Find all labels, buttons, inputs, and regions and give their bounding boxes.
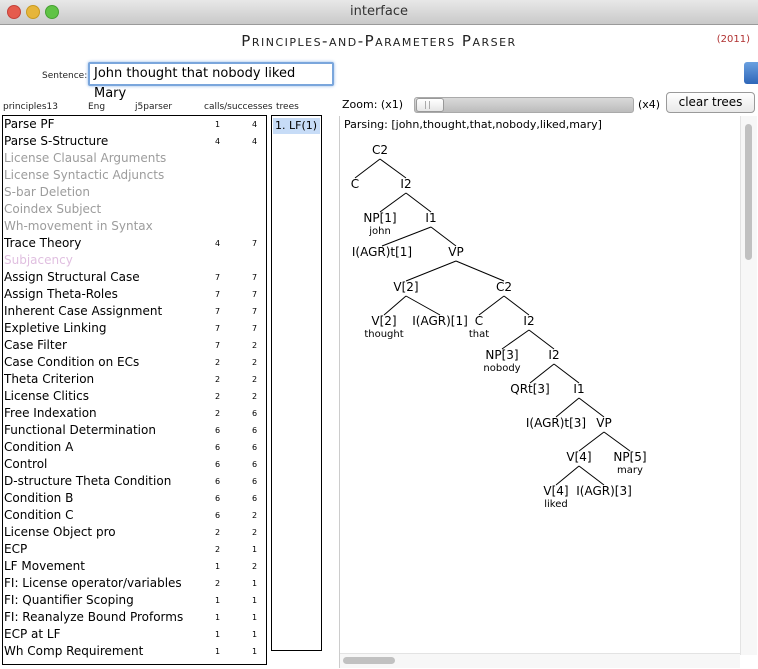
tree-node-label: NP[1] [363, 211, 397, 225]
principle-name: Coindex Subject [4, 202, 102, 216]
tree-node-label: VP [448, 245, 464, 259]
principle-calls: 6 [215, 477, 221, 486]
window-titlebar [0, 0, 758, 25]
tree-node-label: C2 [495, 280, 513, 294]
principle-name: FI: Reanalyze Bound Proforms [4, 610, 184, 624]
tree-node-label: VP [596, 416, 612, 430]
principle-calls: 7 [215, 273, 221, 282]
principle-calls: 1 [215, 120, 221, 129]
principle-name: ECP at LF [4, 627, 61, 641]
tree-edge [554, 364, 579, 383]
principle-successes: 2 [252, 392, 258, 401]
tree-edge [604, 432, 630, 451]
horizontal-scrollbar[interactable] [340, 653, 740, 668]
tree-node-word: john [369, 226, 391, 237]
principle-calls: 2 [215, 392, 221, 401]
tree-node-label: V[4] [566, 450, 592, 464]
principle-calls: 6 [215, 511, 221, 520]
tree-edge [579, 398, 604, 417]
principle-name: D-structure Theta Condition [4, 474, 172, 488]
principle-successes: 7 [252, 239, 258, 248]
principle-calls: 2 [215, 545, 221, 554]
principle-name: S-bar Deletion [4, 185, 90, 199]
principle-calls: 7 [215, 290, 221, 299]
principle-row[interactable] [3, 456, 268, 473]
principle-name: FI: Quantifier Scoping [4, 593, 134, 607]
vertical-scrollbar[interactable] [740, 116, 757, 655]
principle-successes: 2 [252, 562, 258, 571]
tree-edge [384, 296, 406, 315]
principle-name: Inherent Case Assignment [4, 304, 163, 318]
principle-successes: 2 [252, 358, 258, 367]
tree-node-label: C2 [371, 143, 389, 157]
principle-name: ECP [4, 542, 28, 556]
tree-edge [380, 193, 406, 212]
tree-edge [406, 296, 440, 315]
principle-successes: 7 [252, 307, 258, 316]
principle-calls: 6 [215, 443, 221, 452]
principle-row[interactable] [3, 150, 268, 167]
principles-column-header: principles13 [3, 102, 58, 112]
tree-edge [502, 330, 529, 349]
tree-node-label: NP[5] [613, 450, 647, 464]
tree-node-label: C [474, 314, 484, 328]
principle-successes: 1 [252, 613, 258, 622]
tree-node-label: QRt[3] [510, 382, 550, 396]
principle-name: Expletive Linking [4, 321, 107, 335]
principle-row[interactable] [3, 252, 268, 269]
tree-view-panel [339, 116, 758, 668]
principle-row[interactable] [3, 218, 268, 235]
principle-row[interactable] [3, 524, 268, 541]
tree-edge [579, 432, 604, 451]
principle-calls: 1 [215, 613, 221, 622]
principle-row[interactable] [3, 643, 268, 660]
principle-successes: 1 [252, 545, 258, 554]
tree-node-word: thought [364, 329, 404, 340]
trees-column-header: trees [276, 102, 299, 112]
principle-calls: 4 [215, 239, 221, 248]
principle-row[interactable] [3, 388, 268, 405]
tree-edge [556, 398, 579, 417]
horizontal-scroll-thumb[interactable] [343, 657, 395, 664]
principle-row[interactable] [3, 490, 268, 507]
principle-name: Wh Comp Requirement [4, 644, 144, 658]
tree-edge [406, 261, 456, 281]
tree-edge [529, 330, 554, 349]
principle-name: Theta Criterion [4, 372, 95, 386]
principle-successes: 6 [252, 426, 258, 435]
zoom-slider-thumb[interactable] [416, 98, 444, 112]
sentence-input[interactable]: John thought that nobody liked Mary [88, 62, 334, 86]
principle-row[interactable] [3, 371, 268, 388]
principle-name: Condition B [4, 491, 74, 505]
principle-row[interactable] [3, 269, 268, 286]
principle-row[interactable] [3, 592, 268, 609]
principle-calls: 1 [215, 596, 221, 605]
principle-name: Control [4, 457, 48, 471]
principle-name: License Clitics [4, 389, 89, 403]
tree-node-label: I1 [573, 382, 585, 396]
tree-node-label: I2 [548, 348, 560, 362]
principle-name: Assign Structural Case [4, 270, 140, 284]
principle-name: Wh-movement in Syntax [4, 219, 153, 233]
principle-row[interactable] [3, 184, 268, 201]
zoom-max-label: (x4) [638, 98, 661, 111]
tree-node-label: V[2] [371, 314, 397, 328]
principle-row[interactable] [3, 507, 268, 524]
principle-name: License Syntactic Adjuncts [4, 168, 165, 182]
principle-name: Parse S-Structure [4, 134, 109, 148]
parser-column-header: j5parser [135, 102, 173, 112]
principle-row[interactable] [3, 235, 268, 252]
principle-calls: 6 [215, 460, 221, 469]
principle-row[interactable] [3, 575, 268, 592]
principle-calls: 7 [215, 324, 221, 333]
principle-successes: 7 [252, 273, 258, 282]
principle-row[interactable] [3, 354, 268, 371]
principle-row[interactable] [3, 133, 268, 150]
tree-node-label: V[2] [393, 280, 419, 294]
principle-successes: 1 [252, 596, 258, 605]
tree-node-word: that [468, 329, 490, 340]
calls-successes-column-header: calls/successes [204, 102, 273, 112]
principle-row[interactable] [3, 320, 268, 337]
tree-node-label: I(AGR)[3] [576, 484, 632, 498]
principle-calls: 1 [215, 562, 221, 571]
principle-row[interactable] [3, 116, 268, 133]
principle-calls: 7 [215, 341, 221, 350]
principle-successes: 4 [252, 120, 258, 129]
principle-calls: 7 [215, 307, 221, 316]
parse-tree [340, 116, 740, 653]
clear-trees-button[interactable]: clear trees [666, 92, 755, 113]
principle-calls: 2 [215, 375, 221, 384]
principle-successes: 2 [252, 375, 258, 384]
app-title: Principles-and-Parameters Parser [241, 32, 517, 50]
tree-edge [530, 364, 554, 383]
principle-row[interactable] [3, 405, 268, 422]
tree-edge [504, 296, 529, 315]
principle-calls: 1 [215, 647, 221, 656]
window-title: interface [350, 4, 408, 19]
principle-row[interactable] [3, 541, 268, 558]
principle-successes: 6 [252, 460, 258, 469]
principle-successes: 6 [252, 409, 258, 418]
principle-row[interactable] [3, 303, 268, 320]
principle-successes: 2 [252, 511, 258, 520]
principle-row[interactable] [3, 201, 268, 218]
principle-successes: 6 [252, 494, 258, 503]
tree-edge [406, 193, 431, 212]
principle-row[interactable] [3, 167, 268, 184]
tree-node-label: I1 [425, 211, 437, 225]
principle-successes: 1 [252, 630, 258, 639]
principle-successes: 4 [252, 137, 258, 146]
tree-edge [456, 261, 504, 281]
tree-node-word: liked [544, 499, 568, 510]
parsing-status: Parsing: [john,thought,that,nobody,liked,mary] [344, 118, 602, 131]
app-year: (2011) [716, 34, 750, 45]
principle-row[interactable] [3, 473, 268, 490]
principle-name: Condition A [4, 440, 74, 454]
zoom-slider[interactable] [414, 97, 634, 113]
tree-node-label: C [350, 177, 360, 191]
tree-node-label: V[4] [543, 484, 569, 498]
principle-calls: 2 [215, 358, 221, 367]
principle-calls: 2 [215, 409, 221, 418]
principle-row[interactable] [3, 337, 268, 354]
principle-row[interactable] [3, 439, 268, 456]
principle-row[interactable] [3, 626, 268, 643]
tree-edge [579, 466, 604, 485]
tree-node-word: nobody [483, 363, 521, 374]
principle-name: Condition C [4, 508, 74, 522]
tree-edge [380, 159, 406, 178]
app-content [0, 25, 758, 669]
principle-successes: 7 [252, 290, 258, 299]
principle-successes: 6 [252, 443, 258, 452]
vertical-scroll-thumb[interactable] [745, 124, 752, 260]
tree-list-item[interactable]: 1. LF(1) [273, 118, 320, 134]
principle-name: Free Indexation [4, 406, 97, 420]
tree-node-word: mary [617, 465, 643, 476]
principle-name: Assign Theta-Roles [4, 287, 118, 301]
language-column-header: Eng [88, 102, 106, 112]
tree-node-label: I(AGR)t[1] [351, 245, 413, 259]
principle-successes: 6 [252, 477, 258, 486]
tree-edge [479, 296, 504, 315]
principle-successes: 7 [252, 324, 258, 333]
tree-edge [431, 227, 456, 246]
principle-calls: 6 [215, 494, 221, 503]
principle-row[interactable] [3, 558, 268, 575]
principle-name: Case Condition on ECs [4, 355, 140, 369]
principle-name: License Object pro [4, 525, 116, 539]
principle-row[interactable] [3, 286, 268, 303]
principle-calls: 4 [215, 137, 221, 146]
principle-name: Trace Theory [4, 236, 82, 250]
tree-node-label: NP[3] [485, 348, 519, 362]
principle-name: Case Filter [4, 338, 67, 352]
trees-list [271, 115, 322, 651]
tree-edge [556, 466, 579, 485]
principle-successes: 2 [252, 528, 258, 537]
tree-node-label: I(AGR)[1] [412, 314, 468, 328]
principle-calls: 1 [215, 630, 221, 639]
principle-successes: 1 [252, 647, 258, 656]
principle-row[interactable] [3, 422, 268, 439]
principle-row[interactable] [3, 609, 268, 626]
tree-node-label: I2 [523, 314, 535, 328]
tree-edge [355, 159, 380, 178]
principle-calls: 2 [215, 579, 221, 588]
principle-calls: 2 [215, 528, 221, 537]
principle-name: Parse PF [4, 117, 55, 131]
principle-calls: 6 [215, 426, 221, 435]
principle-name: FI: License operator/variables [4, 576, 182, 590]
zoom-label: Zoom: (x1) [342, 98, 404, 111]
principle-successes: 2 [252, 341, 258, 350]
principle-name: License Clausal Arguments [4, 151, 167, 165]
principle-name: Subjacency [4, 253, 73, 267]
principle-successes: 1 [252, 579, 258, 588]
sentence-label: Sentence: [42, 71, 88, 81]
side-drawer-handle[interactable] [744, 62, 758, 84]
principle-name: LF Movement [4, 559, 85, 573]
principle-name: Functional Determination [4, 423, 156, 437]
tree-node-label: I2 [400, 177, 412, 191]
tree-node-label: I(AGR)t[3] [525, 416, 587, 430]
